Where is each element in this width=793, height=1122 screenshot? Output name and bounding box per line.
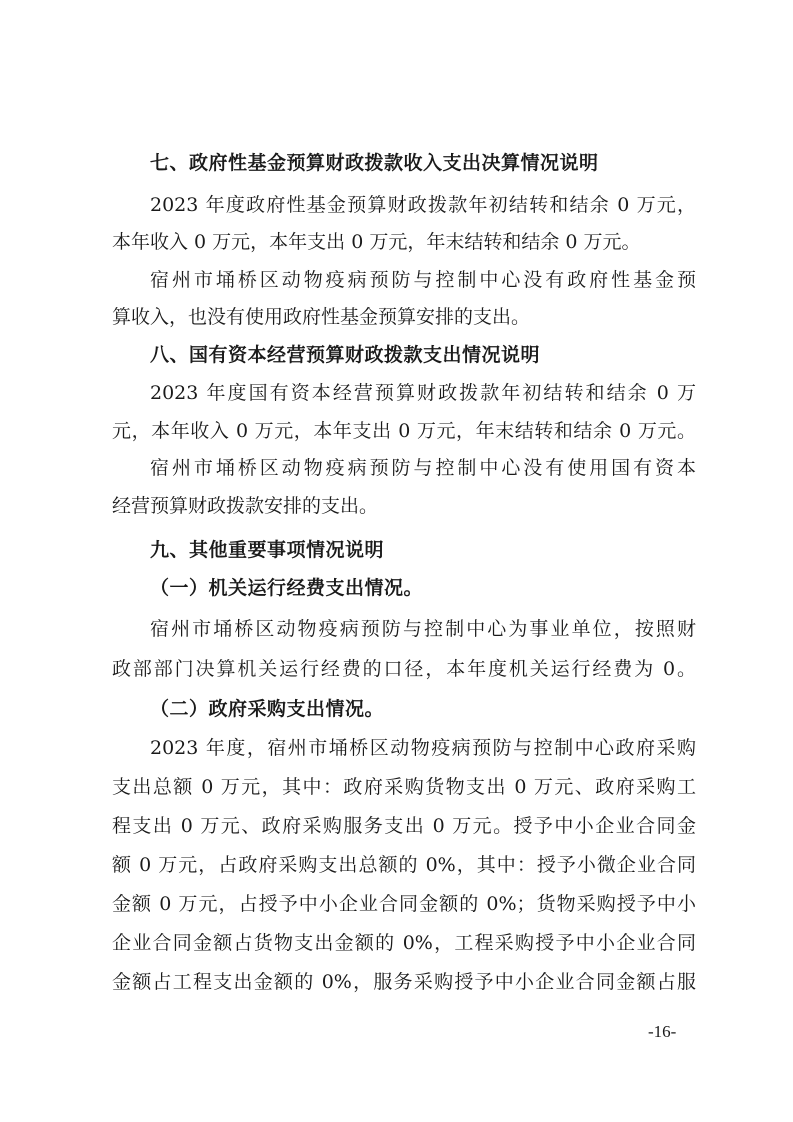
section-9-sub2-line-6: 企业合同金额占货物支出金额的 0%，工程采购授予中小企业合同	[112, 932, 696, 954]
section-8-p2-line-1: 宿州市埇桥区动物疫病预防与控制中心没有使用国有资本	[150, 457, 696, 479]
section-7-p2-line-2: 算收入，也没有使用政府性基金预算安排的支出。	[112, 306, 531, 328]
section-9-sub2-heading: （二）政府采购支出情况。	[150, 698, 385, 720]
section-9-sub2-line-7: 金额占工程支出金额的 0%，服务采购授予中小企业合同金额占服	[112, 971, 696, 993]
section-8-heading: 八、国有资本经营预算财政拨款支出情况说明	[150, 344, 541, 366]
section-9-sub2-line-5: 金额 0 万元，占授予中小企业合同金额的 0%；货物采购授予中小	[112, 893, 696, 915]
section-9-sub1-line-1: 宿州市埇桥区动物疫病预防与控制中心为事业单位，按照财	[150, 618, 696, 640]
section-7-p1-line-2: 本年收入 0 万元，本年支出 0 万元，年末结转和结余 0 万元。	[112, 231, 641, 253]
section-7-p2-line-1: 宿州市埇桥区动物疫病预防与控制中心没有政府性基金预	[150, 269, 696, 291]
section-8-p1-line-2: 元，本年收入 0 万元，本年支出 0 万元，年末结转和结余 0 万元。	[112, 420, 696, 442]
section-9-sub2-line-1: 2023 年度，宿州市埇桥区动物疫病预防与控制中心政府采购	[150, 737, 696, 759]
page-number: -16-	[648, 1022, 677, 1041]
section-7-heading: 七、政府性基金预算财政拨款收入支出决算情况说明	[150, 152, 599, 174]
section-7-p1-line-1: 2023 年度政府性基金预算财政拨款年初结转和结余 0 万元，	[150, 194, 696, 216]
section-9-sub1-heading: （一）机关运行经费支出情况。	[150, 577, 424, 599]
section-8-p1-line-1: 2023 年度国有资本经营预算财政拨款年初结转和结余 0 万	[150, 382, 696, 404]
section-9-heading: 九、其他重要事项情况说明	[150, 539, 385, 561]
section-9-sub2-line-2: 支出总额 0 万元，其中：政府采购货物支出 0 万元、政府采购工	[112, 776, 696, 798]
section-9-sub2-line-3: 程支出 0 万元、政府采购服务支出 0 万元。授予中小企业合同金	[112, 815, 696, 837]
section-8-p2-line-2: 经营预算财政拨款安排的支出。	[112, 495, 379, 517]
section-9-sub1-line-2: 政部部门决算机关运行经费的口径，本年度机关运行经费为 0。	[112, 658, 696, 680]
section-9-sub2-line-4: 额 0 万元，占政府采购支出总额的 0%，其中：授予小微企业合同	[112, 854, 696, 876]
